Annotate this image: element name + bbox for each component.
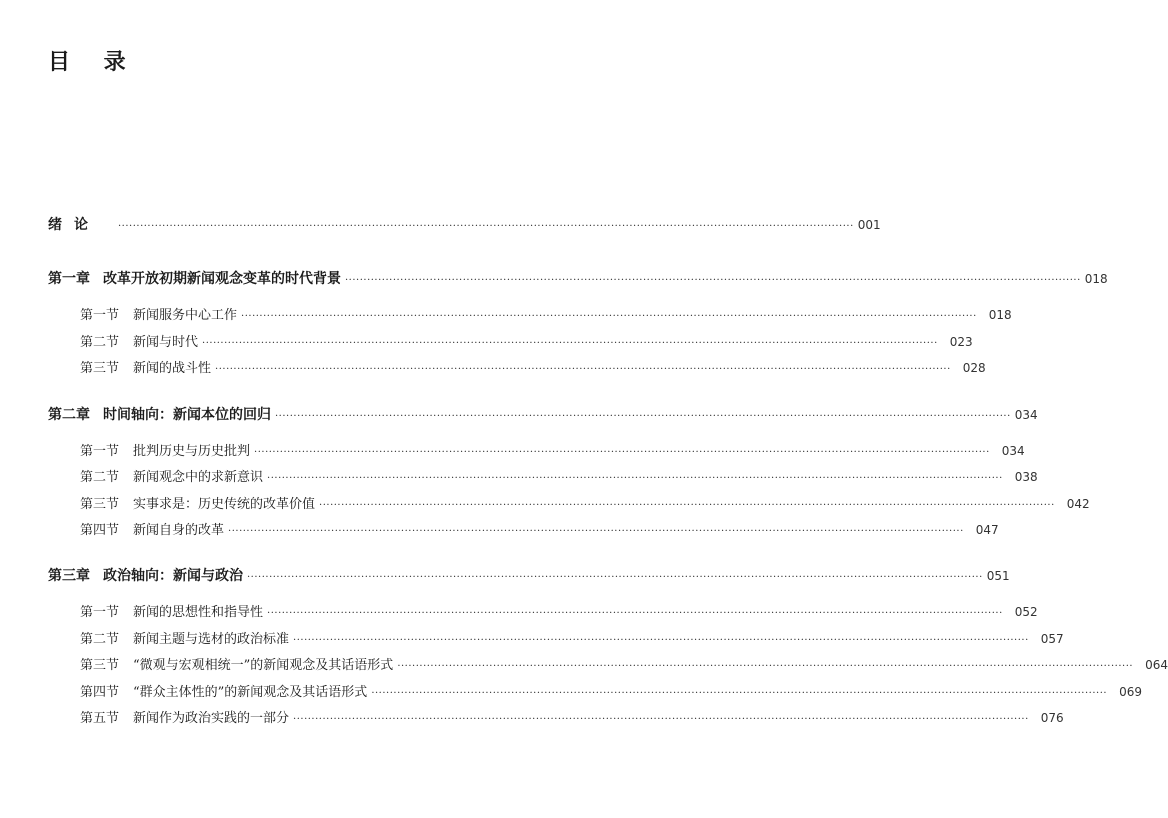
page-number: 076	[1040, 711, 1064, 725]
toc-section-entry	[80, 332, 973, 352]
page-number: 023	[949, 335, 973, 349]
toc-section-entry	[80, 602, 1038, 622]
section-title: 新闻自身的改革	[133, 523, 225, 538]
dot-leader: ········································································································································································································	[202, 338, 938, 349]
section-title: 新闻的战斗性	[133, 361, 212, 376]
section-label: 第二节	[80, 470, 120, 485]
section-title: “微观与宏观相统一”的新闻观念及其话语形式	[133, 658, 394, 673]
section-title: 新闻与时代	[133, 335, 199, 350]
section-title: 新闻服务中心工作	[133, 308, 238, 323]
section-title: 新闻的思想性和指导性	[133, 605, 264, 620]
dot-leader: ········································································································································································································	[275, 411, 1011, 422]
chapter-label: 第三章	[48, 568, 90, 584]
section-label: 第三节	[80, 361, 120, 376]
page-number: 069	[1119, 685, 1142, 699]
dot-leader: ········································································································································································································	[254, 447, 990, 458]
section-title: 新闻主题与选材的政治标准	[133, 632, 290, 647]
chapter-title: 时间轴向：新闻本位的回归	[103, 407, 271, 423]
page-number: 052	[1014, 605, 1038, 619]
section-label: 第二节	[80, 335, 120, 350]
dot-leader: ········································································································································································································	[293, 714, 1029, 725]
section-label: 第五节	[80, 711, 120, 726]
page-number: 001	[857, 218, 881, 232]
toc-chapter-entry	[48, 215, 881, 235]
dot-leader: ········································································································································································································	[241, 311, 977, 322]
section-label: 第一节	[80, 444, 120, 459]
section-label: 第三节	[80, 658, 120, 673]
page-number: 018	[1084, 272, 1108, 286]
section-label: 第一节	[80, 605, 120, 620]
page-number: 057	[1040, 632, 1064, 646]
section-label: 第一节	[80, 308, 120, 323]
toc-section-entry	[80, 629, 1064, 649]
toc-section-entry	[80, 494, 1090, 514]
dot-leader: ········································································································································································································	[319, 500, 1055, 511]
toc-section-entry	[80, 708, 1064, 728]
chapter-label: 第一章	[48, 271, 90, 287]
section-title: 批判历史与历史批判	[133, 444, 251, 459]
section-label: 第二节	[80, 632, 120, 647]
page-number: 018	[988, 308, 1012, 322]
dot-leader: ········································································································································································································	[397, 661, 1134, 672]
toc-section-entry	[80, 682, 1142, 702]
page-number: 028	[962, 361, 986, 375]
toc-chapter-entry	[48, 269, 1108, 289]
dot-leader: ········································································································································································································	[215, 364, 951, 375]
chapter-title: 政治轴向：新闻与政治	[103, 568, 243, 584]
section-label: 第三节	[80, 497, 120, 512]
dot-leader: ········································································································································································································	[267, 608, 1003, 619]
toc-section-entry	[80, 520, 999, 540]
section-label: 第四节	[80, 685, 120, 700]
page-number: 034	[1014, 408, 1038, 422]
toc-section-entry	[80, 655, 1168, 675]
section-title: “群众主体性的”的新闻观念及其话语形式	[133, 685, 368, 700]
toc-section-entry	[80, 467, 1038, 487]
page-number: 042	[1066, 497, 1090, 511]
dot-leader: ········································································································································································································	[267, 473, 1003, 484]
dot-leader: ········································································································································································································	[118, 221, 854, 232]
page-number: 034	[1001, 444, 1025, 458]
section-title: 新闻作为政治实践的一部分	[133, 711, 290, 726]
dot-leader: ········································································································································································································	[371, 688, 1108, 699]
section-title: 新闻观念中的求新意识	[133, 470, 264, 485]
toc-section-entry	[80, 305, 1012, 325]
toc-chapter-entry	[48, 566, 1010, 586]
dot-leader: ········································································································································································································	[293, 635, 1029, 646]
dot-leader: ········································································································································································································	[228, 526, 964, 537]
toc-section-entry	[80, 358, 986, 378]
dot-leader: ········································································································································································································	[247, 572, 983, 583]
page-number: 051	[986, 569, 1010, 583]
dot-leader: ········································································································································································································	[345, 275, 1081, 286]
page-number: 038	[1014, 470, 1038, 484]
page-number: 064	[1145, 658, 1168, 672]
chapter-label: 绪论	[48, 217, 100, 233]
page-number: 047	[975, 523, 999, 537]
section-label: 第四节	[80, 523, 120, 538]
toc-title: 目 录	[48, 49, 139, 75]
section-title: 实事求是：历史传统的改革价值	[133, 497, 316, 512]
chapter-title: 改革开放初期新闻观念变革的时代背景	[103, 271, 341, 287]
toc-chapter-entry	[48, 405, 1038, 425]
toc-section-entry	[80, 441, 1025, 461]
chapter-label: 第二章	[48, 407, 90, 423]
